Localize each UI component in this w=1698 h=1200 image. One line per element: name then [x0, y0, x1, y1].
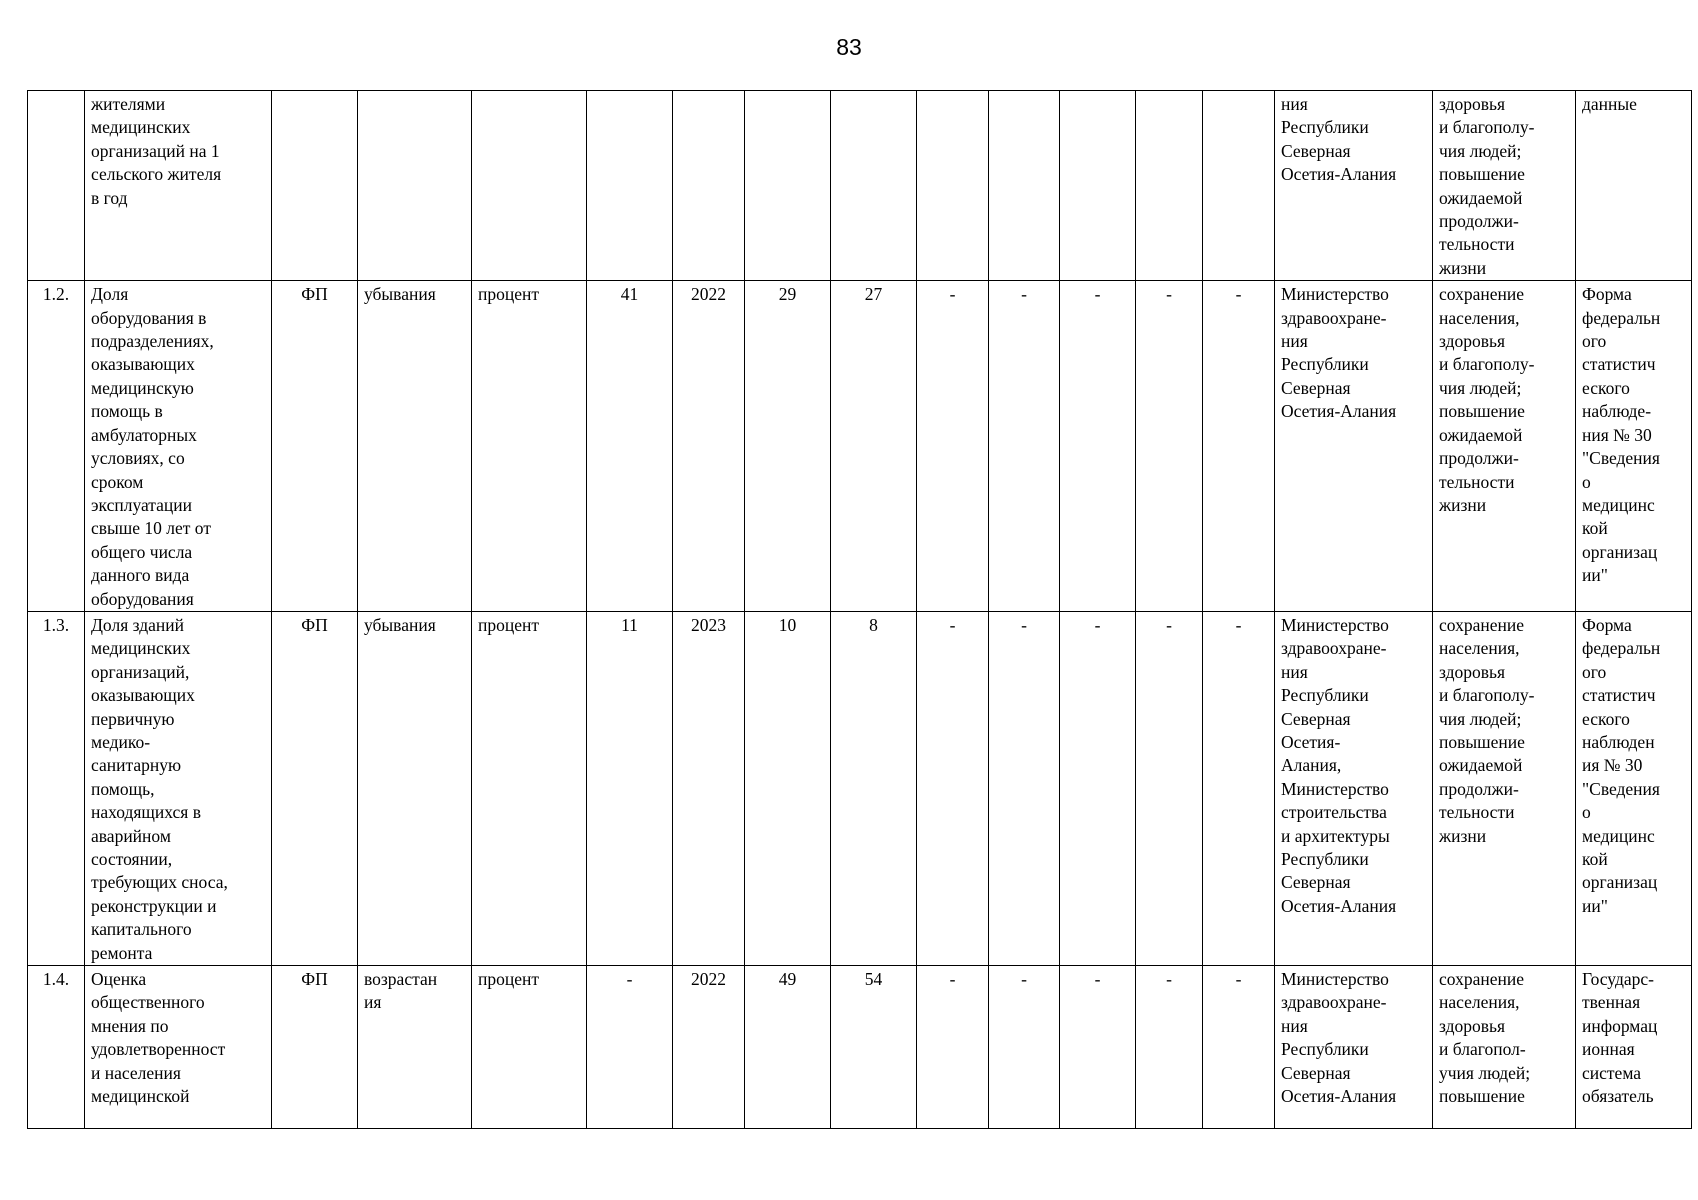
cell-value-6-text: -: [1166, 969, 1172, 990]
cell-value-7: [1203, 281, 1275, 612]
cell-base-value-text: 41: [620, 284, 639, 305]
cell-indicator-name: [85, 611, 272, 965]
cell-goal-text: здоровья и благополу- чия людей; повышение ожидаемой продолжи- тельности жизни: [1439, 94, 1535, 278]
cell-indicator-name-text: Доля оборудования в подразделениях, оказывающих медицинскую помощь в амбулаторных условиях, со сроком эксплуатации свыше 10 лет от общего числа данного вида оборудования: [91, 284, 214, 609]
cell-base-value: [587, 281, 673, 612]
cell-responsible-text: Министерство здравоохране- ния Республики Северная Осетия-Алания: [1281, 284, 1397, 422]
cell-goal: [1433, 966, 1576, 1129]
cell-value-4: [989, 611, 1060, 965]
cell-value-7: [1203, 611, 1275, 965]
cell-value-6-text: -: [1166, 284, 1172, 305]
cell-value-4-text: -: [1021, 614, 1027, 635]
cell-level-text: ФП: [301, 284, 328, 305]
cell-value-2-text: 8: [869, 614, 878, 635]
cell-value-4: [989, 91, 1060, 281]
cell-value-6: [1136, 281, 1203, 612]
cell-base-value-text: 11: [621, 614, 638, 635]
cell-goal-text: сохранение населения, здоровья и благопол- учия людей; повышение: [1439, 969, 1531, 1107]
cell-value-3: [917, 611, 989, 965]
cell-number: [28, 91, 85, 281]
cell-responsible: [1275, 281, 1433, 612]
table-row: [28, 281, 1692, 612]
cell-responsible: [1275, 966, 1433, 1129]
cell-value-5: [1060, 281, 1136, 612]
cell-unit: [472, 611, 587, 965]
cell-number-text: 1.4.: [42, 969, 70, 990]
cell-value-3: [917, 91, 989, 281]
cell-source: [1576, 281, 1692, 612]
cell-direction-text: возрастан ия: [364, 969, 438, 1013]
indicators-table: [27, 90, 1692, 1129]
cell-number: [28, 611, 85, 965]
cell-base-year: [673, 91, 745, 281]
cell-indicator-name: [85, 966, 272, 1129]
cell-source: [1576, 91, 1692, 281]
cell-value-1: [745, 611, 831, 965]
cell-value-6: [1136, 611, 1203, 965]
cell-value-1: [745, 966, 831, 1129]
cell-source-text: Форма федеральн ого статистич еского наблюде- ния № 30 "Сведения о медицинс кой организац ии": [1582, 284, 1661, 586]
cell-value-5: [1060, 611, 1136, 965]
cell-base-value-text: -: [626, 969, 633, 990]
cell-value-2-text: 54: [864, 969, 883, 990]
cell-value-5: [1060, 91, 1136, 281]
cell-value-4-text: -: [1021, 284, 1027, 305]
cell-value-7-text: -: [1235, 284, 1242, 305]
cell-source-text: данные: [1582, 94, 1637, 114]
cell-base-value: [587, 91, 673, 281]
cell-responsible-text: ния Республики Северная Осетия-Алания: [1281, 94, 1397, 185]
cell-goal: [1433, 281, 1576, 612]
cell-value-5-text: -: [1094, 284, 1101, 305]
cell-unit: [472, 966, 587, 1129]
cell-source-text: Форма федеральн ого статистич еского наблюден ия № 30 "Сведения о медицинс кой организац ии": [1582, 614, 1661, 916]
cell-value-7-text: -: [1235, 614, 1242, 635]
cell-base-year: [673, 281, 745, 612]
cell-value-7: [1203, 966, 1275, 1129]
cell-indicator-name: [85, 91, 272, 281]
cell-responsible-text: Министерство здравоохране- ния Республики Северная Осетия- Алания, Министерство строительства и архитектуры Республики Северная Осетия-Алания: [1281, 614, 1397, 916]
cell-unit: [472, 281, 587, 612]
cell-value-2-text: 27: [864, 284, 883, 305]
cell-level: [272, 281, 358, 612]
cell-value-2: [831, 966, 917, 1129]
cell-responsible: [1275, 91, 1433, 281]
cell-value-2: [831, 281, 917, 612]
cell-direction: [358, 91, 472, 281]
cell-value-3: [917, 966, 989, 1129]
cell-indicator-name-text: жителями медицинских организаций на 1 сельского жителя в год: [91, 94, 222, 208]
cell-unit: [472, 91, 587, 281]
cell-level: [272, 966, 358, 1129]
cell-direction: [358, 281, 472, 612]
cell-number-text: 1.3.: [42, 614, 70, 635]
cell-value-1-text: 49: [778, 969, 797, 990]
table-row: [28, 966, 1692, 1129]
cell-base-value: [587, 611, 673, 965]
cell-unit-text: процент: [478, 284, 540, 305]
page-number: 83: [836, 34, 862, 60]
cell-value-5-text: -: [1094, 969, 1101, 990]
cell-responsible: [1275, 611, 1433, 965]
cell-value-1-text: 10: [778, 614, 797, 635]
cell-source: [1576, 611, 1692, 965]
cell-value-4-text: -: [1021, 969, 1027, 990]
cell-direction: [358, 966, 472, 1129]
cell-value-4: [989, 281, 1060, 612]
cell-base-value: [587, 966, 673, 1129]
table-row: [28, 611, 1692, 965]
cell-base-year-text: 2023: [691, 614, 726, 635]
cell-value-1: [745, 281, 831, 612]
cell-goal: [1433, 611, 1576, 965]
cell-value-4: [989, 966, 1060, 1129]
cell-number-text: 1.2.: [42, 284, 70, 305]
cell-indicator-name: [85, 281, 272, 612]
cell-value-3-text: -: [949, 969, 956, 990]
cell-goal-text: сохранение населения, здоровья и благополу- чия людей; повышение ожидаемой продолжи- тельности жизни: [1439, 284, 1535, 515]
cell-source-text: Государс- твенная информац ионная система обязатель: [1582, 969, 1658, 1107]
cell-goal-text: сохранение населения, здоровья и благополу- чия людей; повышение ожидаемой продолжи- тельности жизни: [1439, 614, 1535, 846]
cell-direction-text: убывания: [364, 284, 436, 305]
cell-level-text: ФП: [301, 969, 328, 990]
cell-value-2: [831, 91, 917, 281]
cell-value-3-text: -: [949, 614, 956, 635]
cell-responsible-text: Министерство здравоохране- ния Республики Северная Осетия-Алания: [1281, 969, 1397, 1107]
cell-value-2: [831, 611, 917, 965]
cell-value-3-text: -: [949, 284, 956, 305]
cell-value-7-text: -: [1235, 969, 1242, 990]
cell-level: [272, 91, 358, 281]
cell-value-6-text: -: [1166, 614, 1172, 635]
cell-unit-text: процент: [478, 969, 540, 990]
cell-value-3: [917, 281, 989, 612]
cell-goal: [1433, 91, 1576, 281]
cell-value-5-text: -: [1094, 614, 1101, 635]
cell-level-text: ФП: [301, 614, 328, 635]
cell-direction-text: убывания: [364, 614, 436, 635]
cell-value-1-text: 29: [778, 284, 797, 305]
cell-base-year-text: 2022: [691, 284, 726, 305]
cell-value-7: [1203, 91, 1275, 281]
cell-base-year: [673, 966, 745, 1129]
cell-value-6: [1136, 91, 1203, 281]
cell-direction: [358, 611, 472, 965]
cell-indicator-name-text: Доля зданий медицинских организаций, оказывающих первичную медико- санитарную помощь, находящихся в аварийном состоянии, требующих сноса, реконструкции и капитального ремонта: [91, 614, 228, 963]
cell-source: [1576, 966, 1692, 1129]
cell-level: [272, 611, 358, 965]
table-row: [28, 91, 1692, 281]
cell-number: [28, 281, 85, 612]
cell-number: [28, 966, 85, 1129]
cell-unit-text: процент: [478, 614, 540, 635]
cell-value-1: [745, 91, 831, 281]
cell-value-6: [1136, 966, 1203, 1129]
cell-base-year-text: 2022: [691, 969, 726, 990]
cell-base-year: [673, 611, 745, 965]
cell-value-5: [1060, 966, 1136, 1129]
cell-indicator-name-text: Оценка общественного мнения по удовлетворенност и населения медицинской: [91, 969, 226, 1107]
